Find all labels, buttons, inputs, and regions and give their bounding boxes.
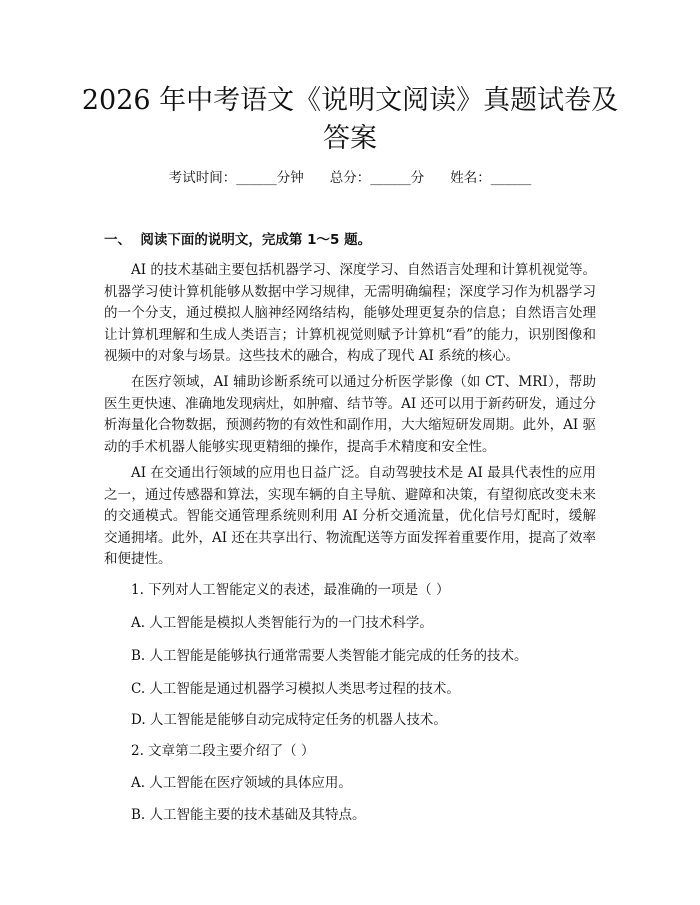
paragraph-3: AI 在交通出行领域的应用也日益广泛。自动驾驶技术是 AI 最具代表性的应用之一，通过传感器和算法，实现车辆的自主导航、避障和决策，有望彻底改变未来的交通模式。智能交通管理系统则利用 AI 分析交通流量，优化信号灯配时，缓解交通拥堵。此外，AI 还在共享出行、物流配送等方面发挥着重要作用，提高了效率和便捷性。 bbox=[104, 465, 596, 567]
exam-time-field: 考试时间：______分钟 bbox=[168, 170, 304, 186]
question-1-option-d: D. 人工智能是能够自动完成特定任务的机器人技术。 bbox=[131, 712, 447, 728]
section-instruction: 阅读下面的说明文，完成第 1～5 题。 bbox=[140, 232, 372, 248]
paragraph-2: 在医疗领域，AI 辅助诊断系统可以通过分析医学影像（如 CT、MRI），帮助医生更快速、准确地发现病灶，如肿瘤、结节等。AI 还可以用于新药研发，通过分析海量化合物数据，预测药物的有效性和副作用，大大缩短研发周期。此外，AI 驱动的手术机器人能够实现更精细的操作，提高手术精度和安全性。 bbox=[104, 374, 596, 455]
document-title bbox=[80, 82, 620, 158]
question-1-option-a: A. 人工智能是模拟人类智能行为的一门技术科学。 bbox=[131, 615, 433, 631]
section-number: 一、 bbox=[104, 232, 131, 248]
question-1-option-c: C. 人工智能是通过机器学习模拟人类思考过程的技术。 bbox=[131, 681, 460, 697]
student-name-field: 姓名：______ bbox=[450, 170, 532, 186]
question-2-stem: 2. 文章第二段主要介绍了（ ） bbox=[131, 743, 315, 759]
question-2-option-a: A. 人工智能在医疗领域的具体应用。 bbox=[131, 775, 352, 791]
section-heading bbox=[104, 231, 371, 249]
question-1-stem: 1. 下列对人工智能定义的表述，最准确的一项是（ ） bbox=[131, 582, 450, 598]
exam-info-line bbox=[0, 169, 700, 187]
title-line-1: 2026 年中考语文《说明文阅读》真题试卷及 bbox=[81, 85, 619, 116]
total-score-field: 总分：______分 bbox=[329, 170, 425, 186]
question-1-option-b: B. 人工智能是能够执行通常需要人类智能才能完成的任务的技术。 bbox=[131, 648, 528, 664]
paragraph-1: AI 的技术基础主要包括机器学习、深度学习、自然语言处理和计算机视觉等。机器学习使计算机能够从数据中学习规律，无需明确编程；深度学习作为机器学习的一个分支，通过模拟人脑神经网络结构，能够处理更复杂的信息；自然语言处理让计算机理解和生成人类语言；计算机视觉则赋予计算机“看”的能力，识别图像和视频中的对象与场景。这些技术的融合，构成了现代 AI 系统的核心。 bbox=[104, 262, 596, 364]
title-line-2: 答案 bbox=[323, 123, 377, 154]
question-2-option-b: B. 人工智能主要的技术基础及其特点。 bbox=[131, 807, 366, 823]
